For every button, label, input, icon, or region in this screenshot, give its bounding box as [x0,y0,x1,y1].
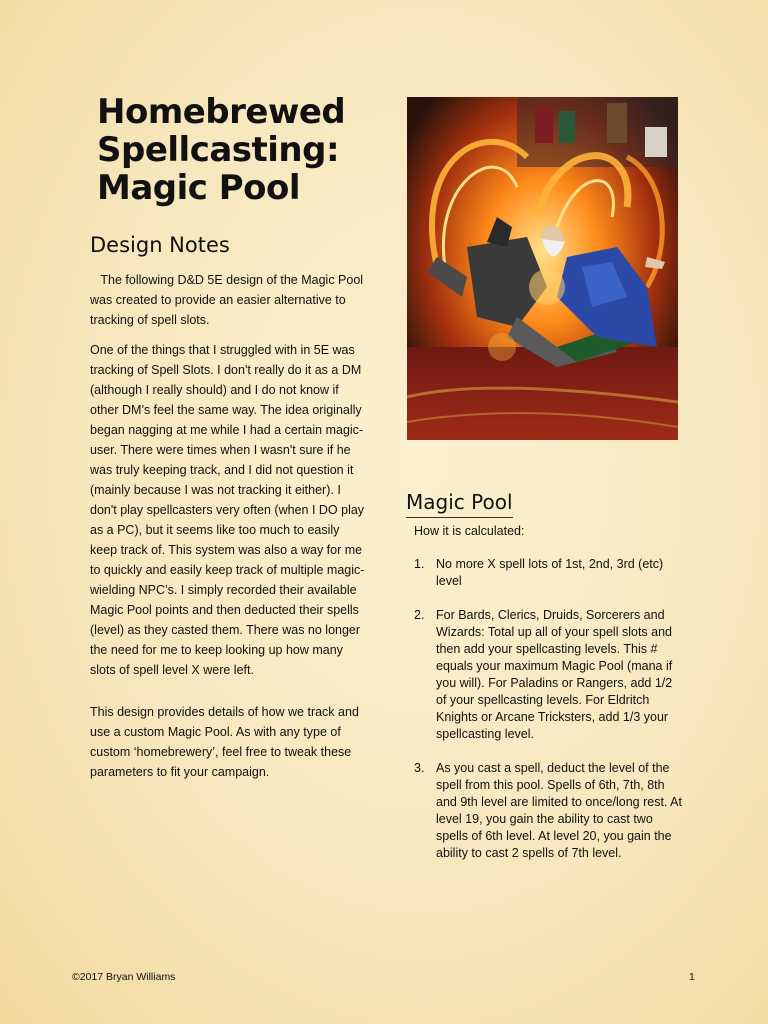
list-item-text: As you cast a spell, deduct the level of the spell from this pool. Spells of 6th, 7th, 8th and 9th level are limited to once/long rest. At level 19, you gain the ability to cast two spells of 6th level. At level 20, you gain the ability to cast 2 spells of 7th level. [436,761,682,860]
page-title: Homebrewed Spellcasting: Magic Pool [97,92,346,208]
design-notes-body [90,270,368,792]
list-item-number: 1. [414,557,425,571]
list-item-text: No more X spell lots of 1st, 2nd, 3rd (etc) level [436,557,664,588]
paragraph: This design provides details of how we track and use a custom Magic Pool. As with any type of custom ‘homebrewery’, feel free to tweak these parameters to fit your campaign. [90,705,359,779]
wizards-dueling-illustration [407,97,678,440]
paragraph: The following D&D 5E design of the Magic Pool was created to provide an easier alternative to tracking of spell slots. [90,273,367,327]
paragraph: One of the things that I struggled with in 5E was tracking of Spell Slots. I don't really do it as a DM (although I really should) and I do not know if other DM’s feel the same way. The idea originally began nagging at me while I had a certain magic-user. There were times when I wasn't sure if he was truly keeping track, and I did not question it (mainly because I was not tracking it either). I don't play spellcasters very often (when I DO play as a PC), but it seems like too much to easily keep track of. This system was also a way for me to quickly and easily keep track of multiple magic-wielding NPC’s. I simply recorded their available Magic Pool points and then deducted their spells (level) as they casted them. There was no longer the need for me to keep looking up how many slots of spell level X were left. [90,343,365,677]
magic-pool-steps [414,556,682,879]
magic-pool-heading-wrap [406,490,513,518]
footer-copyright: ©2017 Bryan Williams [72,971,176,983]
magic-pool-subheading: How it is calculated: [414,524,525,538]
list-item-number: 3. [414,761,425,775]
list-item [414,556,682,590]
list-item-text: For Bards, Clerics, Druids, Sorcerers and Wizards: Total up all of your spell slots and then add your spellcasting levels. This # equals your maximum Magic Pool (mana if you will). For Paladins or Rangers, add 1/2 of your spellcasting levels. For Eldritch Knights or Arcane Tricksters, add 1/3 your spellcasting level. [436,608,673,741]
footer-page-number: 1 [689,971,695,983]
list-item-number: 2. [414,608,425,622]
section-heading-design-notes: Design Notes [90,233,230,257]
list-item [414,760,682,862]
list-item [414,607,682,743]
magic-pool-heading: Magic Pool [406,490,513,518]
